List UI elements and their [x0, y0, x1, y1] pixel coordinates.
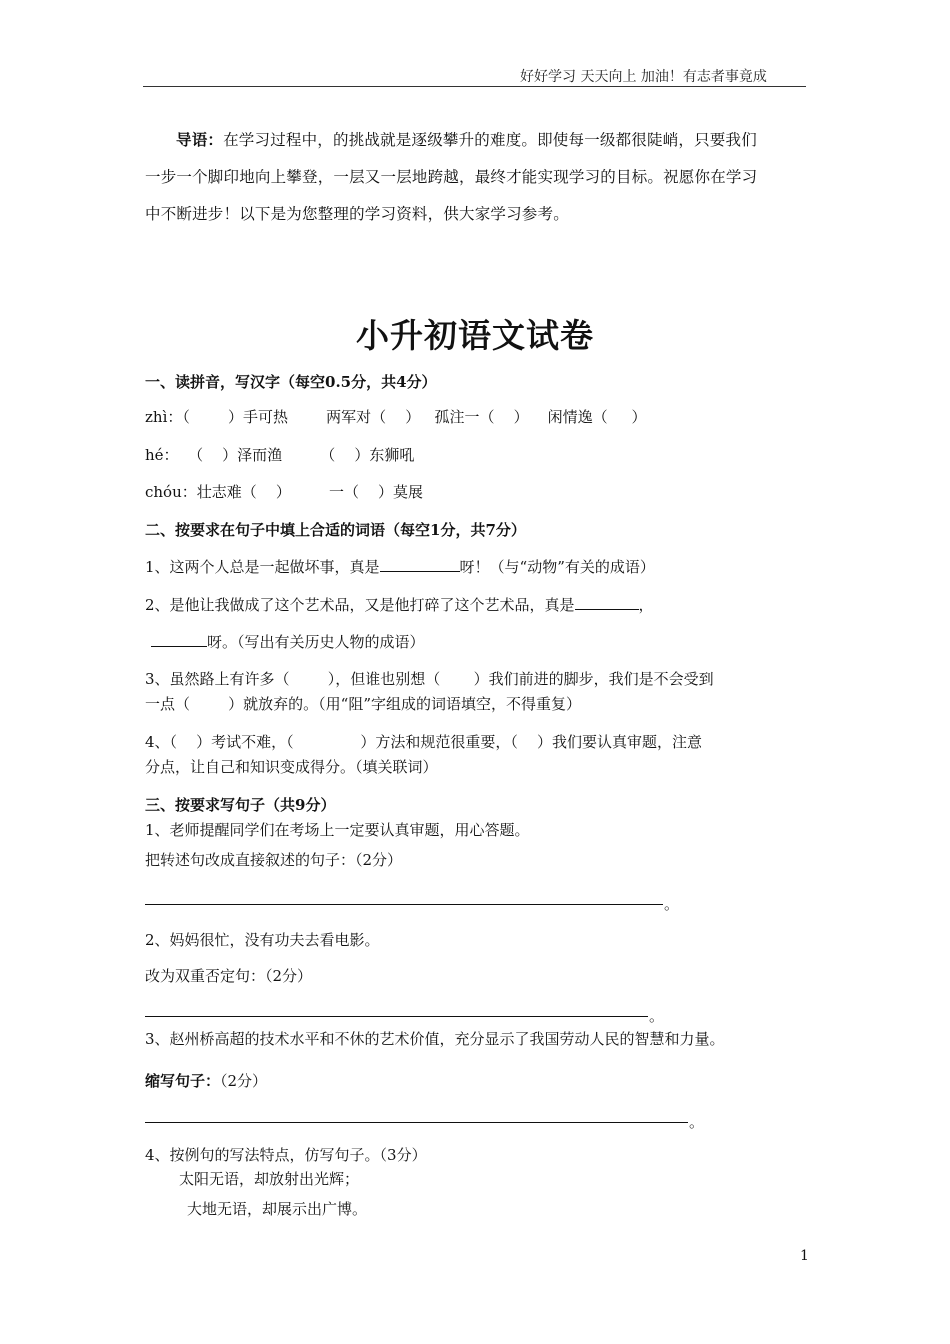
pinyin-he-row: hé： （ ）泽而渔 （ ）东狮吼: [145, 446, 415, 464]
example-sentence-1: 太阳无语，却放射出光辉；: [179, 1170, 360, 1188]
exam-title: 小升初语文试卷: [356, 316, 594, 355]
q2-2-cont: 呀。（写出有关历史人物的成语）: [145, 631, 425, 652]
q3-3-requirement: 缩写句子：（2分）: [145, 1072, 268, 1090]
answer-line-1[interactable]: [145, 904, 663, 905]
pinyin-zhi-row: zhì：（ ）手可热 两军对（ ） 孤注一（ ） 闲情逸（ ）: [145, 408, 647, 426]
q3-2: 2、妈妈很忙，没有功夫去看电影。: [145, 931, 380, 949]
pinyin-chou-row: chóu：壮志难（ ） 一（ ）莫展: [145, 483, 424, 501]
q2-4-line1: 4、（ ）考试不难，（ ）方法和规范很重要，（ ）我们要认真审题，注意: [145, 733, 702, 751]
q3-4: 4、按例句的写法特点，仿写句子。（3分）: [145, 1146, 427, 1164]
header-rule: [143, 86, 806, 87]
q2-4-line2: 分点，让自己和知识变成得分。（填关联词）: [145, 758, 438, 776]
section1-heading: 一、读拼音，写汉字（每空0.5分，共4分）: [145, 373, 437, 391]
answer-period-1: 。: [664, 895, 680, 913]
answer-blank[interactable]: [380, 557, 460, 572]
answer-blank[interactable]: [151, 632, 207, 647]
intro-line-3: 中不断进步！以下是为您整理的学习资料，供大家学习参考。: [145, 205, 569, 223]
q3-1-requirement: 把转述句改成直接叙述的句子：（2分）: [145, 851, 403, 869]
example-sentence-2: 大地无语，却展示出广博。: [187, 1200, 368, 1218]
page-number: 1: [800, 1248, 809, 1264]
answer-line-3[interactable]: [145, 1122, 688, 1123]
section3-heading: 三、按要求写句子（共9分）: [145, 796, 336, 814]
intro-line-1: 导语：在学习过程中，的挑战就是逐级攀升的难度。即使每一级都很陡峭，只要我们: [176, 130, 757, 149]
q3-2-requirement: 改为双重否定句：（2分）: [145, 967, 313, 985]
answer-period-3: 。: [689, 1113, 705, 1131]
section2-heading: 二、按要求在句子中填上合适的词语（每空1分，共7分）: [145, 521, 526, 539]
q3-3: 3、赵州桥高超的技术水平和不休的艺术价值，充分显示了我国劳动人民的智慧和力量。: [145, 1030, 725, 1048]
q2-2: 2、是他让我做成了这个艺术品，又是他打碎了这个艺术品，真是 ，: [145, 596, 654, 614]
answer-line-2[interactable]: [145, 1016, 648, 1017]
page-header: 好好学习 天天向上 加油！有志者事竟成: [520, 69, 767, 85]
q3-1: 1、老师提醒同学们在考场上一定要认真审题，用心答题。: [145, 821, 530, 839]
q2-3-line2: 一点（ ）就放弃的。（用“阻”字组成的词语填空，不得重复）: [145, 695, 581, 713]
intro-line-2: 一步一个脚印地向上攀登，一层又一层地跨越，最终才能实现学习的目标。祝愿你在学习: [145, 168, 758, 186]
q2-3-line1: 3、虽然路上有许多（ ），但谁也别想（ ）我们前进的脚步，我们是不会受到: [145, 670, 714, 688]
q2-1: 1、这两个人总是一起做坏事，真是 呀！（与“动物”有关的成语）: [145, 558, 655, 576]
intro-label: 导语：: [176, 130, 224, 149]
answer-blank[interactable]: [575, 595, 639, 610]
answer-period-2: 。: [649, 1007, 665, 1025]
